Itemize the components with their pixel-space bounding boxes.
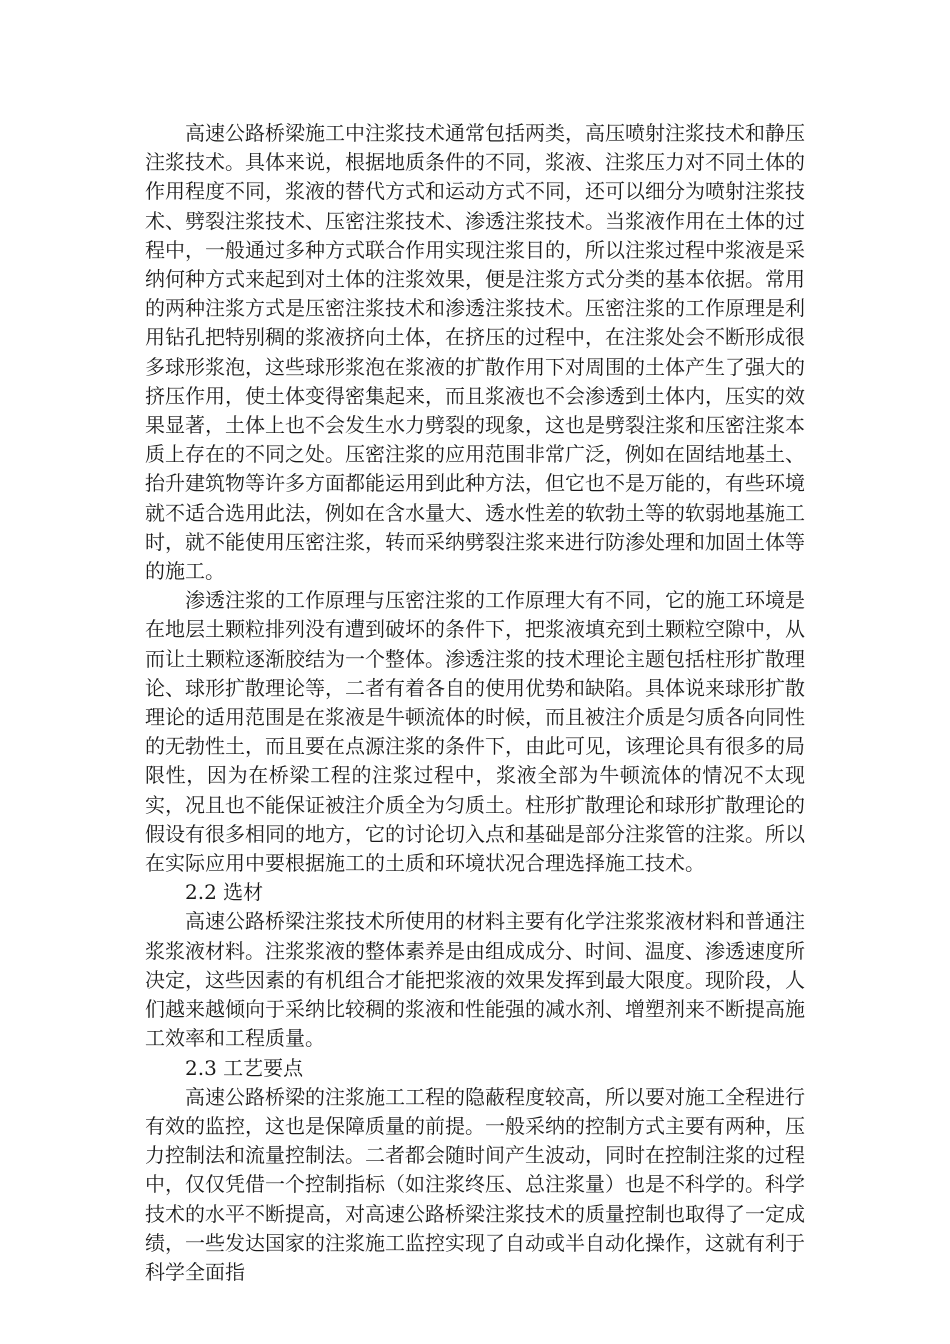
paragraph-process: 高速公路桥梁的注浆施工工程的隐蔽程度较高，所以要对施工全程进行有效的监控，这也是保障质量的前提。一般采纳的控制方式主要有两种，压力控制法和流量控制法。二者都会随时间产生波动，同时在控制注浆的过程中，仅仅凭借一个控制指标（如注浆终压、总注浆量）也是不科学的。科学技术的水平不断提高，对高速公路桥梁注浆技术的质量控制也取得了一定成绩，一些发达国家的注浆施工监控实现了自动或半自动化操作，这就有利于科学全面指: [145, 1084, 805, 1284]
paragraph-permeation-grouting: 渗透注浆的工作原理与压密注浆的工作原理大有不同，它的施工环境是在地层土颗粒排列没有遭到破坏的条件下，把浆液填充到土颗粒空隙中，从而让土颗粒逐渐胶结为一个整体。渗透注浆的技术理论主题包括柱形扩散理论、球形扩散理论等，二者有着各自的使用优势和缺陷。具体说来球形扩散理论的适用范围是在浆液是牛顿流体的时候，而且被注介质是匀质各向同性的无勃性土，而且要在点源注浆的条件下，由此可见，该理论具有很多的局限性，因为在桥梁工程的注浆过程中，浆液全部为牛顿流体的情况不太现实，况且也不能保证被注介质全为匀质土。柱形扩散理论和球形扩散理论的假设有很多相同的地方，它的讨论切入点和基础是部分注浆管的注浆。所以在实际应用中要根据施工的土质和环境状况合理选择施工技术。: [145, 588, 805, 876]
paragraph-materials: 高速公路桥梁注浆技术所使用的材料主要有化学注浆浆液材料和普通注浆浆液材料。注浆浆液的整体素养是由组成成分、时间、温度、渗透速度所决定，这些因素的有机组合才能把浆液的效果发挥到最大限度。现阶段，人们越来越倾向于采纳比较稠的浆液和性能强的减水剂、增塑剂来不断提高施工效率和工程质量。: [145, 909, 805, 1051]
document-page: [145, 119, 805, 1287]
paragraph-grouting-types: 高速公路桥梁施工中注浆技术通常包括两类，高压喷射注浆技术和静压注浆技术。具体来说，根据地质条件的不同，浆液、注浆压力对不同土体的作用程度不同，浆液的替代方式和运动方式不同，还可以细分为喷射注浆技术、劈裂注浆技术、压密注浆技术、渗透注浆技术。当浆液作用在土体的过程中，一般通过多种方式联合作用实现注浆目的，所以注浆过程中浆液是采纳何种方式来起到对土体的注浆效果，便是注浆方式分类的基本依据。常用的两种注浆方式是压密注浆技术和渗透注浆技术。压密注浆的工作原理是利用钻孔把特别稠的浆液挤向土体，在挤压的过程中，在注浆处会不断形成很多球形浆泡，这些球形浆泡在浆液的扩散作用下对周围的土体产生了强大的挤压作用，使土体变得密集起来，而且浆液也不会渗透到土体内，压实的效果显著，土体上也不会发生水力劈裂的现象，这也是劈裂注浆和压密注浆本质上存在的不同之处。压密注浆的应用范围非常广泛，例如在固结地基土、抬升建筑物等许多方面都能运用到此种方法，但它也不是万能的，有些环境就不适合选用此法，例如在含水量大、透水性差的软勃土等的软弱地基施工时，就不能使用压密注浆，转而采纳劈裂注浆来进行防渗处理和加固土体等的施工。: [145, 121, 805, 584]
section-heading-process: 2.3 工艺要点: [185, 1055, 304, 1080]
section-heading-materials: 2.2 选材: [185, 880, 264, 905]
